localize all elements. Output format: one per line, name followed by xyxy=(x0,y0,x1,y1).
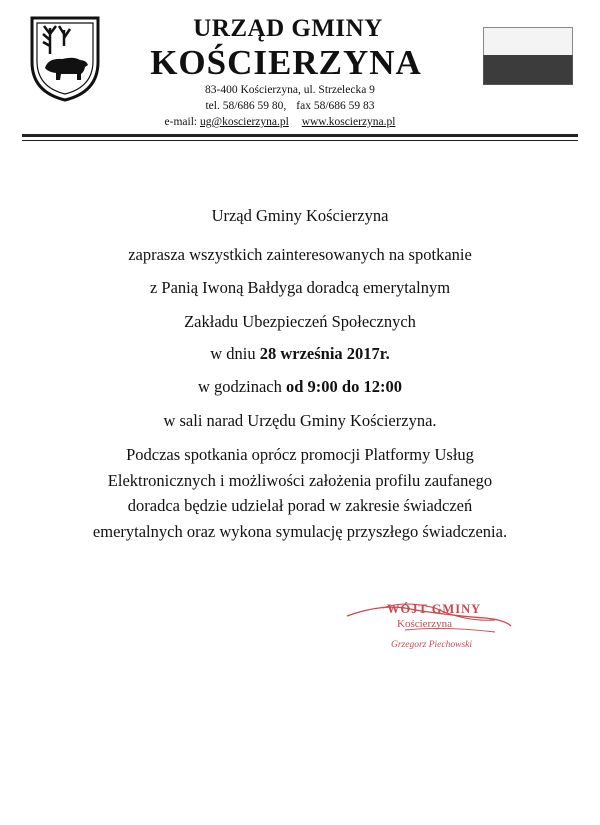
website-link[interactable]: www.koscierzyna.pl xyxy=(301,116,396,128)
email-link[interactable]: ug@koscierzyna.pl xyxy=(199,116,289,128)
email-label: e-mail: xyxy=(164,116,198,128)
signature-stamp xyxy=(345,596,515,666)
meeting-time: od 9:00 do 12:00 xyxy=(286,377,402,396)
body-line-advisor: z Panią Iwoną Bałdyga doradcą emerytalnym xyxy=(149,278,451,297)
body-line-issuer: Urząd Gminy Kościerzyna xyxy=(211,206,389,225)
letterhead-divider-thick xyxy=(22,134,578,137)
contact-phone-fax xyxy=(140,100,440,112)
stamp-place: Kościerzyna xyxy=(397,618,452,630)
body-line-institution: Zakładu Ubezpieczeń Społecznych xyxy=(184,312,416,331)
date-prefix: w dniu xyxy=(210,344,256,363)
municipal-flag xyxy=(483,27,573,85)
phone-number: tel. 58/686 59 80, xyxy=(205,100,287,112)
body-line-date xyxy=(40,344,560,364)
paragraph-line: Elektronicznych i możliwości założenia profilu zaufanego xyxy=(107,470,493,490)
paragraph-line: Podczas spotkania oprócz promocji Platformy Usług xyxy=(126,445,474,464)
postal-address: 83-400 Kościerzyna, ul. Strzelecka 9 xyxy=(205,84,375,96)
flag-stripe-bottom xyxy=(483,55,573,85)
body-line-time xyxy=(40,377,560,397)
office-title: URZĄD GMINY xyxy=(193,15,383,42)
office-name: KOŚCIERZYNA xyxy=(150,43,422,82)
body-paragraph xyxy=(50,442,550,544)
paragraph-line: doradca będzie udzielał porad w zakresie świadczeń xyxy=(127,496,473,515)
body-line-invite: zaprasza wszystkich zainteresowanych na spotkanie xyxy=(128,245,472,264)
fax-number: fax 58/686 59 83 xyxy=(296,100,375,112)
time-prefix: w godzinach xyxy=(198,377,282,396)
coat-of-arms-emblem xyxy=(28,14,102,102)
signatory-name: Grzegorz Piechowski xyxy=(391,640,473,650)
letterhead-divider-thin xyxy=(22,140,578,141)
meeting-date: 28 września 2017r. xyxy=(259,344,390,363)
body-line-location: w sali narad Urzędu Gminy Kościerzyna. xyxy=(163,411,437,430)
stamp-title: WÓJT GMINY xyxy=(387,602,482,616)
contact-online xyxy=(100,116,460,128)
paragraph-line: emerytalnych oraz wykona symulację przyszłego świadczenia. xyxy=(92,521,508,541)
flag-stripe-top xyxy=(483,27,573,55)
